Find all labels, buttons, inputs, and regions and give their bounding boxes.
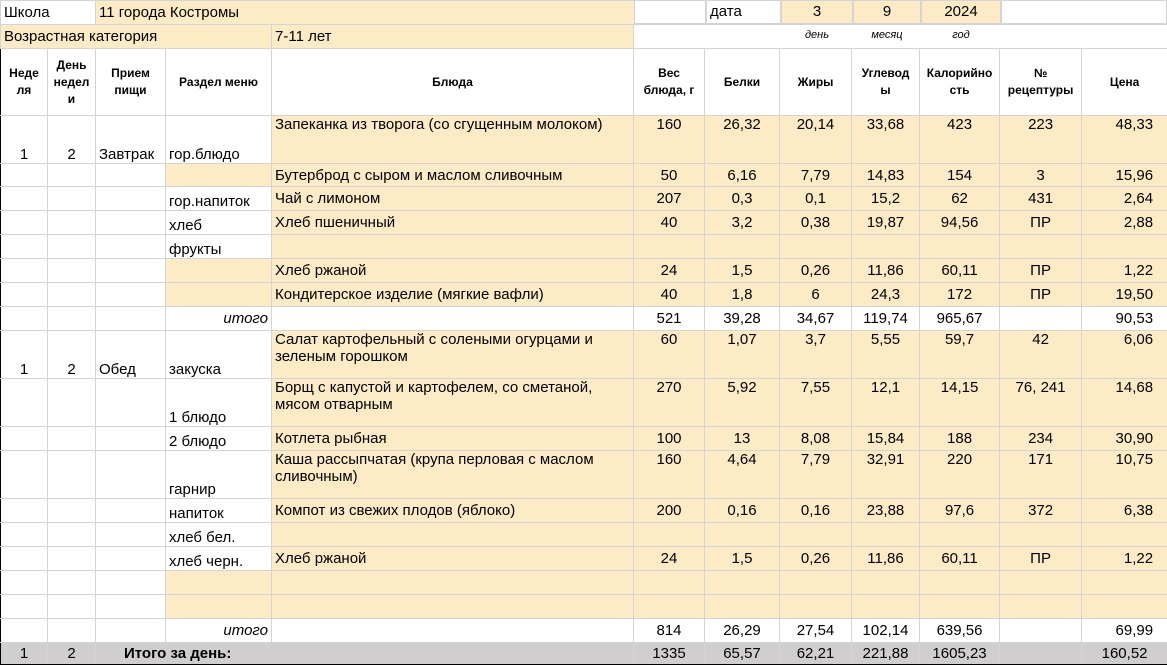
header-fat: Жиры [780,49,852,116]
section-cell[interactable]: гор.блюдо [166,116,272,164]
day-caption: день [781,25,853,45]
dish-cell[interactable]: Чай с лимоном [272,187,634,211]
weight-cell[interactable]: 40 [634,211,705,235]
weekday-cell [48,379,96,427]
section-cell[interactable]: гарнир [166,451,272,499]
table-row [1,211,1167,235]
carbs-cell[interactable] [852,235,920,259]
weight-cell[interactable]: 270 [634,379,705,427]
weight-cell[interactable] [634,595,705,619]
fat-cell[interactable]: 7,79 [780,451,852,499]
weekday-cell [48,547,96,571]
meal-cell [96,451,166,499]
dish-cell[interactable]: Запеканка из творога (со сгущенным молоком) [272,116,634,164]
kcal-cell[interactable]: 14,15 [920,379,1000,427]
price-cell[interactable]: 10,75 [1082,451,1167,499]
total-meal-cell [96,619,166,643]
meal-cell [96,235,166,259]
section-cell[interactable] [166,259,272,283]
total-kcal: 965,67 [920,307,1000,331]
table-row [1,116,1167,164]
table-row [1,235,1167,259]
week-cell [1,547,48,571]
kcal-cell[interactable] [920,571,1000,595]
fat-cell[interactable]: 7,55 [780,379,852,427]
section-cell[interactable]: 2 блюдо [166,427,272,451]
protein-cell[interactable]: 13 [705,427,780,451]
section-cell[interactable]: напиток [166,499,272,523]
kcal-cell[interactable] [920,235,1000,259]
meal-cell [96,523,166,547]
age-label: Возрастная категория [1,25,272,49]
kcal-cell[interactable]: 220 [920,451,1000,499]
fat-cell[interactable]: 0,26 [780,547,852,571]
section-cell[interactable]: закуска [166,331,272,379]
kcal-cell[interactable]: 59,7 [920,331,1000,379]
meal-cell [96,283,166,307]
date-month[interactable]: 9 [853,0,921,24]
dish-cell[interactable]: Салат картофельный с солеными огурцами и зеленым горошком [272,331,634,379]
fat-cell[interactable]: 8,08 [780,427,852,451]
fat-cell[interactable]: 0,16 [780,499,852,523]
recipe-cell[interactable]: 171 [1000,451,1082,499]
price-cell[interactable] [1082,235,1167,259]
weight-cell[interactable]: 207 [634,187,705,211]
total-recipe [1000,307,1082,331]
header-week: Неде ля [1,49,48,116]
recipe-cell[interactable]: 223 [1000,116,1082,164]
recipe-cell[interactable] [1000,595,1082,619]
total-week-cell [1,619,48,643]
header-meal: Прием пищи [96,49,166,116]
week-cell: 1 [1,331,48,379]
recipe-cell[interactable]: ПР [1000,283,1082,307]
dish-cell[interactable]: Бутерброд с сыром и маслом сливочным [272,164,634,187]
meal-cell [96,427,166,451]
dish-cell[interactable] [272,235,634,259]
carbs-cell[interactable]: 24,3 [852,283,920,307]
fat-cell[interactable]: 3,7 [780,331,852,379]
total-weight: 814 [634,619,705,643]
fat-cell[interactable] [780,235,852,259]
price-cell[interactable]: 1,22 [1082,547,1167,571]
kcal-cell[interactable]: 154 [920,164,1000,187]
protein-cell[interactable]: 5,92 [705,379,780,427]
section-cell[interactable]: хлеб черн. [166,547,272,571]
weekday-cell [48,259,96,283]
table-row [1,379,1167,427]
week-cell [1,451,48,499]
recipe-cell[interactable]: 42 [1000,331,1082,379]
date-year[interactable]: 2024 [921,0,1001,24]
weekday-cell [48,523,96,547]
carbs-cell[interactable]: 5,55 [852,331,920,379]
meal-cell [96,499,166,523]
recipe-cell[interactable]: 234 [1000,427,1082,451]
section-total-row [1,619,1167,643]
kcal-cell[interactable]: 423 [920,116,1000,164]
dish-cell[interactable]: Хлеб ржаной [272,547,634,571]
day-total-label: Итого за день: [96,643,634,665]
table-row [1,331,1167,379]
weekday-cell [48,187,96,211]
price-cell[interactable]: 19,50 [1082,283,1167,307]
total-recipe [1000,619,1082,643]
header-price: Цена [1082,49,1167,116]
total-label: итого [166,619,272,643]
carbs-cell[interactable]: 32,91 [852,451,920,499]
table-row [1,427,1167,451]
price-cell[interactable]: 6,06 [1082,331,1167,379]
weight-cell[interactable]: 24 [634,259,705,283]
week-cell [1,164,48,187]
fat-cell[interactable] [780,571,852,595]
weight-cell[interactable]: 60 [634,331,705,379]
protein-cell[interactable]: 1,5 [705,547,780,571]
total-week-cell [1,307,48,331]
dish-cell[interactable] [272,595,634,619]
total-fat: 34,67 [780,307,852,331]
carbs-cell[interactable] [852,571,920,595]
weight-cell[interactable]: 160 [634,451,705,499]
carbs-cell[interactable]: 11,86 [852,547,920,571]
week-cell [1,595,48,619]
meal-cell: Обед [96,331,166,379]
protein-cell[interactable] [705,595,780,619]
week-cell [1,499,48,523]
day-total-carbs: 221,88 [852,643,920,665]
school-value[interactable]: 11 города Костромы [96,1,1000,25]
protein-cell[interactable]: 0,3 [705,187,780,211]
header-recipe: № рецептуры [1000,49,1082,116]
weekday-cell [48,164,96,187]
weekday-cell [48,499,96,523]
fat-cell[interactable]: 7,79 [780,164,852,187]
fat-cell[interactable] [780,523,852,547]
week-cell [1,187,48,211]
kcal-cell[interactable]: 188 [920,427,1000,451]
meal-cell [96,547,166,571]
weight-cell[interactable] [634,235,705,259]
protein-cell[interactable]: 26,32 [705,116,780,164]
age-value[interactable]: 7-11 лет [272,25,634,49]
weekday-cell: 2 [48,116,96,164]
weekday-cell: 2 [48,331,96,379]
meal-cell [96,595,166,619]
kcal-cell[interactable]: 60,11 [920,547,1000,571]
day-total-week: 1 [1,643,48,665]
table-row [1,595,1167,619]
week-cell [1,211,48,235]
weight-cell[interactable]: 40 [634,283,705,307]
total-dish-cell [272,619,634,643]
recipe-cell[interactable]: 372 [1000,499,1082,523]
price-cell[interactable]: 30,90 [1082,427,1167,451]
header-weekday: День недел и [48,49,96,116]
carbs-cell[interactable]: 33,68 [852,116,920,164]
header-row [1,49,1167,116]
dish-cell[interactable]: Кондитерское изделие (мягкие вафли) [272,283,634,307]
date-label: дата [706,0,781,24]
recipe-cell[interactable] [1000,523,1082,547]
date-filler [1001,0,1167,24]
day-total-protein: 65,57 [705,643,780,665]
section-cell[interactable] [166,164,272,187]
header-calories: Калорийно сть [920,49,1000,116]
section-cell[interactable]: хлеб [166,211,272,235]
week-cell [1,283,48,307]
table-row [1,164,1167,187]
total-weekday-cell [48,619,96,643]
protein-cell[interactable] [705,571,780,595]
carbs-cell[interactable] [852,595,920,619]
dish-cell[interactable] [272,571,634,595]
day-total-recipe [1000,643,1082,665]
carbs-cell[interactable]: 12,1 [852,379,920,427]
protein-cell[interactable]: 1,8 [705,283,780,307]
protein-cell[interactable]: 4,64 [705,451,780,499]
week-cell [1,571,48,595]
total-fat: 27,54 [780,619,852,643]
recipe-cell[interactable]: 3 [1000,164,1082,187]
fat-cell[interactable]: 6 [780,283,852,307]
total-carbs: 119,74 [852,307,920,331]
week-cell [1,259,48,283]
fat-cell[interactable]: 0,38 [780,211,852,235]
school-label: Школа [1,1,96,25]
header-protein: Белки [705,49,780,116]
dish-cell[interactable]: Компот из свежих плодов (яблоко) [272,499,634,523]
protein-cell[interactable]: 6,16 [705,164,780,187]
table-row [1,283,1167,307]
weekday-cell [48,211,96,235]
price-cell[interactable]: 6,38 [1082,499,1167,523]
carbs-cell[interactable]: 19,87 [852,211,920,235]
total-kcal: 639,56 [920,619,1000,643]
dish-cell[interactable]: Хлеб ржаной [272,259,634,283]
carbs-cell[interactable]: 15,84 [852,427,920,451]
section-cell[interactable] [166,595,272,619]
meal-cell [96,379,166,427]
price-cell[interactable]: 48,33 [1082,116,1167,164]
fat-cell[interactable]: 20,14 [780,116,852,164]
total-price: 69,99 [1082,619,1167,643]
day-total-row [1,643,1167,665]
date-day[interactable]: 3 [781,0,853,24]
meal-cell [96,259,166,283]
week-cell: 1 [1,116,48,164]
total-weekday-cell [48,307,96,331]
protein-cell[interactable]: 1,5 [705,259,780,283]
weekday-cell [48,451,96,499]
lunch-section [1,331,1167,643]
weight-cell[interactable] [634,523,705,547]
carbs-cell[interactable]: 23,88 [852,499,920,523]
day-total-weight: 1335 [634,643,705,665]
total-protein: 26,29 [705,619,780,643]
dish-cell[interactable]: Хлеб пшеничный [272,211,634,235]
protein-cell[interactable]: 3,2 [705,211,780,235]
week-cell [1,427,48,451]
meal-cell [96,187,166,211]
weight-cell[interactable]: 50 [634,164,705,187]
fat-cell[interactable]: 0,26 [780,259,852,283]
kcal-cell[interactable]: 62 [920,187,1000,211]
protein-cell[interactable]: 1,07 [705,331,780,379]
protein-cell[interactable]: 0,16 [705,499,780,523]
table-row [1,499,1167,523]
carbs-cell[interactable]: 14,83 [852,164,920,187]
section-cell[interactable]: хлеб бел. [166,523,272,547]
carbs-cell[interactable]: 11,86 [852,259,920,283]
weekday-cell [48,571,96,595]
weight-cell[interactable] [634,571,705,595]
meal-cell [96,571,166,595]
header-carbs: Углевод ы [852,49,920,116]
recipe-cell[interactable]: 431 [1000,187,1082,211]
week-cell [1,523,48,547]
price-cell[interactable] [1082,571,1167,595]
day-total-fat: 62,21 [780,643,852,665]
total-meal-cell [96,307,166,331]
month-caption: месяц [853,25,921,45]
weekday-cell [48,235,96,259]
kcal-cell[interactable]: 60,11 [920,259,1000,283]
header-section: Раздел меню [166,49,272,116]
kcal-cell[interactable]: 94,56 [920,211,1000,235]
year-caption: год [921,25,1001,45]
dish-cell[interactable]: Котлета рыбная [272,427,634,451]
header-weight: Вес блюда, г [634,49,705,116]
dish-cell[interactable] [272,523,634,547]
header-dish: Блюда [272,49,634,116]
section-cell[interactable] [166,571,272,595]
recipe-cell[interactable]: ПР [1000,547,1082,571]
day-total-kcal: 1605,23 [920,643,1000,665]
weight-cell[interactable]: 200 [634,499,705,523]
price-cell[interactable]: 2,64 [1082,187,1167,211]
total-dish-cell [272,307,634,331]
recipe-cell[interactable] [1000,571,1082,595]
weekday-cell [48,283,96,307]
protein-cell[interactable] [705,235,780,259]
meal-cell [96,164,166,187]
price-cell[interactable]: 2,88 [1082,211,1167,235]
price-cell[interactable]: 1,22 [1082,259,1167,283]
recipe-cell[interactable]: 76, 241 [1000,379,1082,427]
total-carbs: 102,14 [852,619,920,643]
day-total-day: 2 [48,643,96,665]
meal-cell: Завтрак [96,116,166,164]
section-cell[interactable]: фрукты [166,235,272,259]
recipe-cell[interactable] [1000,235,1082,259]
protein-cell[interactable] [705,523,780,547]
table-row [1,259,1167,283]
fat-cell[interactable] [780,595,852,619]
table-row [1,523,1167,547]
weekday-cell [48,595,96,619]
table-row [1,451,1167,499]
price-cell[interactable] [1082,595,1167,619]
week-cell [1,235,48,259]
total-label: итого [166,307,272,331]
recipe-cell[interactable]: ПР [1000,259,1082,283]
dish-cell[interactable]: Каша рассыпчатая (крупа перловая с маслом сливочным) [272,451,634,499]
table-row [1,187,1167,211]
section-total-row [1,307,1167,331]
total-price: 90,53 [1082,307,1167,331]
kcal-cell[interactable] [920,523,1000,547]
weekday-cell [48,427,96,451]
carbs-cell[interactable] [852,523,920,547]
kcal-cell[interactable]: 97,6 [920,499,1000,523]
meal-cell [96,211,166,235]
date-blank-cell[interactable] [634,0,706,24]
breakfast-section [1,116,1167,331]
table-row [1,547,1167,571]
price-cell[interactable] [1082,523,1167,547]
day-total-price: 160,52 [1082,643,1167,665]
section-cell[interactable]: 1 блюдо [166,379,272,427]
recipe-cell[interactable]: ПР [1000,211,1082,235]
section-cell[interactable]: гор.напиток [166,187,272,211]
dish-cell[interactable]: Борщ с капустой и картофелем, со сметаной, мясом отварным [272,379,634,427]
price-cell[interactable]: 14,68 [1082,379,1167,427]
kcal-cell[interactable] [920,595,1000,619]
fat-cell[interactable]: 0,1 [780,187,852,211]
weight-cell[interactable]: 160 [634,116,705,164]
price-cell[interactable]: 15,96 [1082,164,1167,187]
section-cell[interactable] [166,283,272,307]
kcal-cell[interactable]: 172 [920,283,1000,307]
carbs-cell[interactable]: 15,2 [852,187,920,211]
week-cell [1,379,48,427]
total-weight: 521 [634,307,705,331]
total-protein: 39,28 [705,307,780,331]
weight-cell[interactable]: 100 [634,427,705,451]
table-row [1,571,1167,595]
weight-cell[interactable]: 24 [634,547,705,571]
